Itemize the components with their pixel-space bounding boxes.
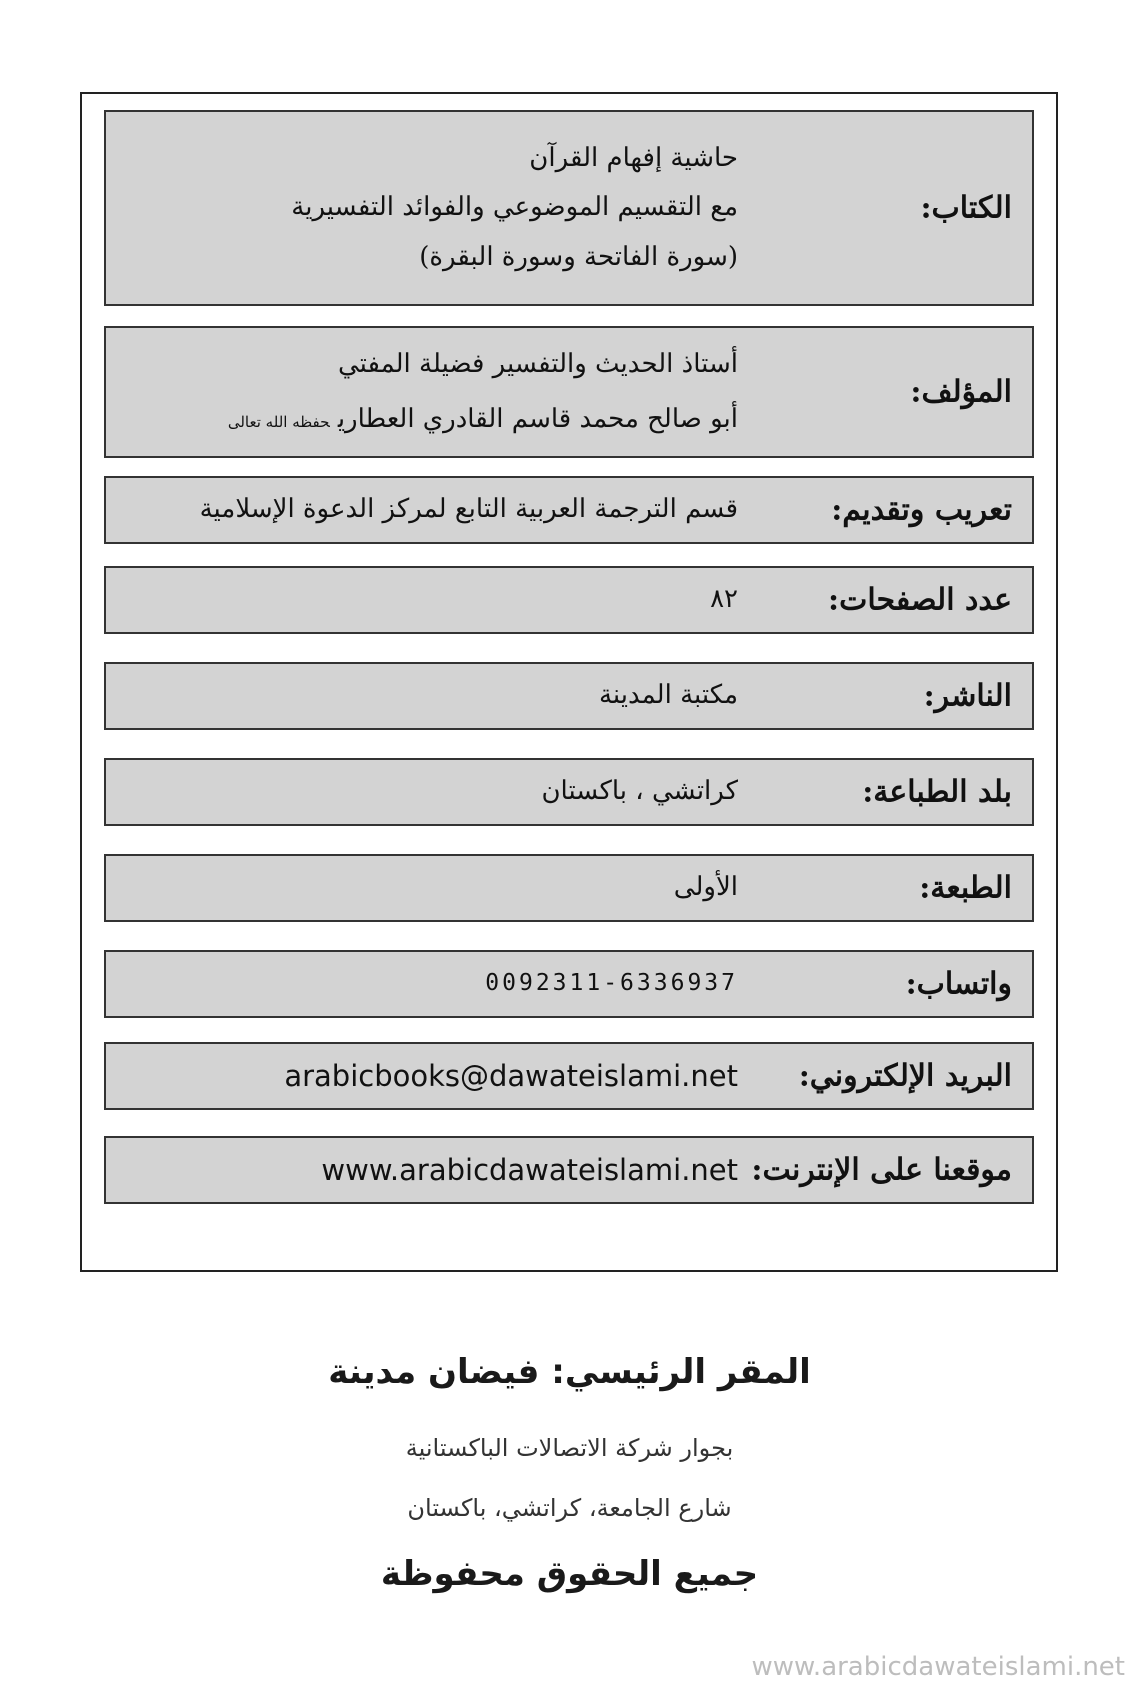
print-country-value: كراتشي ، باكستان bbox=[541, 776, 738, 807]
edition-value: الأولى bbox=[673, 872, 738, 903]
translation-value: قسم الترجمة العربية التابع لمركز الدعوة الإسلامية bbox=[199, 494, 738, 525]
whatsapp-row bbox=[104, 950, 1034, 1018]
book-value bbox=[126, 112, 738, 304]
pages-value: ٨٢ bbox=[710, 584, 738, 615]
website-label: موقعنا على الإنترنت: bbox=[751, 1152, 1012, 1188]
email-label: البريد الإلكتروني: bbox=[798, 1058, 1012, 1094]
book-info-frame bbox=[80, 92, 1058, 1272]
author-title: أستاذ الحديث والتفسير فضيلة المفتي bbox=[337, 348, 738, 379]
edition-value-col bbox=[126, 856, 738, 920]
print-country-label: بلد الطباعة: bbox=[862, 774, 1012, 810]
publisher-label: الناشر: bbox=[923, 678, 1012, 714]
pages-value-col bbox=[126, 568, 738, 632]
email-value-col bbox=[126, 1044, 738, 1108]
address-line-2: شارع الجامعة، كراتشي، باكستان bbox=[407, 1494, 732, 1522]
pages-label: عدد الصفحات: bbox=[828, 582, 1012, 618]
author-name bbox=[228, 404, 738, 435]
print-country-value-col bbox=[126, 760, 738, 824]
edition-label: الطبعة: bbox=[919, 870, 1012, 906]
author-label: المؤلف: bbox=[910, 374, 1012, 410]
publisher-row bbox=[104, 662, 1034, 730]
author-name-text: أبو صالح محمد قاسم القادري العطاري bbox=[337, 404, 738, 434]
edition-row bbox=[104, 854, 1034, 922]
website-link[interactable]: www.arabicdawateislami.net bbox=[321, 1152, 738, 1187]
author-honorific: حفظه الله تعالى bbox=[227, 413, 330, 431]
whatsapp-number[interactable]: 0092311-6336937 bbox=[485, 970, 738, 997]
book-row bbox=[104, 110, 1034, 306]
whatsapp-label: واتساب: bbox=[905, 966, 1012, 1002]
author-row bbox=[104, 326, 1034, 458]
book-title-line-1: حاشية إفهام القرآن bbox=[529, 143, 738, 174]
book-label: الكتاب: bbox=[920, 190, 1012, 226]
translation-value-col bbox=[126, 478, 738, 542]
book-title-line-2: مع التقسيم الموضوعي والفوائد التفسيرية bbox=[291, 192, 738, 223]
publisher-value: مكتبة المدينة bbox=[598, 680, 738, 711]
whatsapp-value-col bbox=[126, 952, 738, 1016]
email-row bbox=[104, 1042, 1034, 1110]
publisher-value-col bbox=[126, 664, 738, 728]
author-value bbox=[126, 328, 738, 456]
email-link[interactable]: arabicbooks@dawateislami.net bbox=[284, 1058, 738, 1093]
pages-row bbox=[104, 566, 1034, 634]
translation-label: تعريب وتقديم: bbox=[831, 492, 1012, 528]
translation-row bbox=[104, 476, 1034, 544]
address-line-1: بجوار شركة الاتصالات الباكستانية bbox=[405, 1434, 734, 1462]
print-country-row bbox=[104, 758, 1034, 826]
site-watermark: www.arabicdawateislami.net bbox=[751, 1652, 1125, 1682]
website-row bbox=[104, 1136, 1034, 1204]
headquarters-heading: المقر الرئيسي: فيضان مدينة bbox=[328, 1352, 811, 1392]
book-title-line-3: (سورة الفاتحة وسورة البقرة) bbox=[419, 241, 738, 272]
website-value-col bbox=[126, 1138, 738, 1202]
copyright-notice: جميع الحقوق محفوظة bbox=[380, 1554, 759, 1594]
